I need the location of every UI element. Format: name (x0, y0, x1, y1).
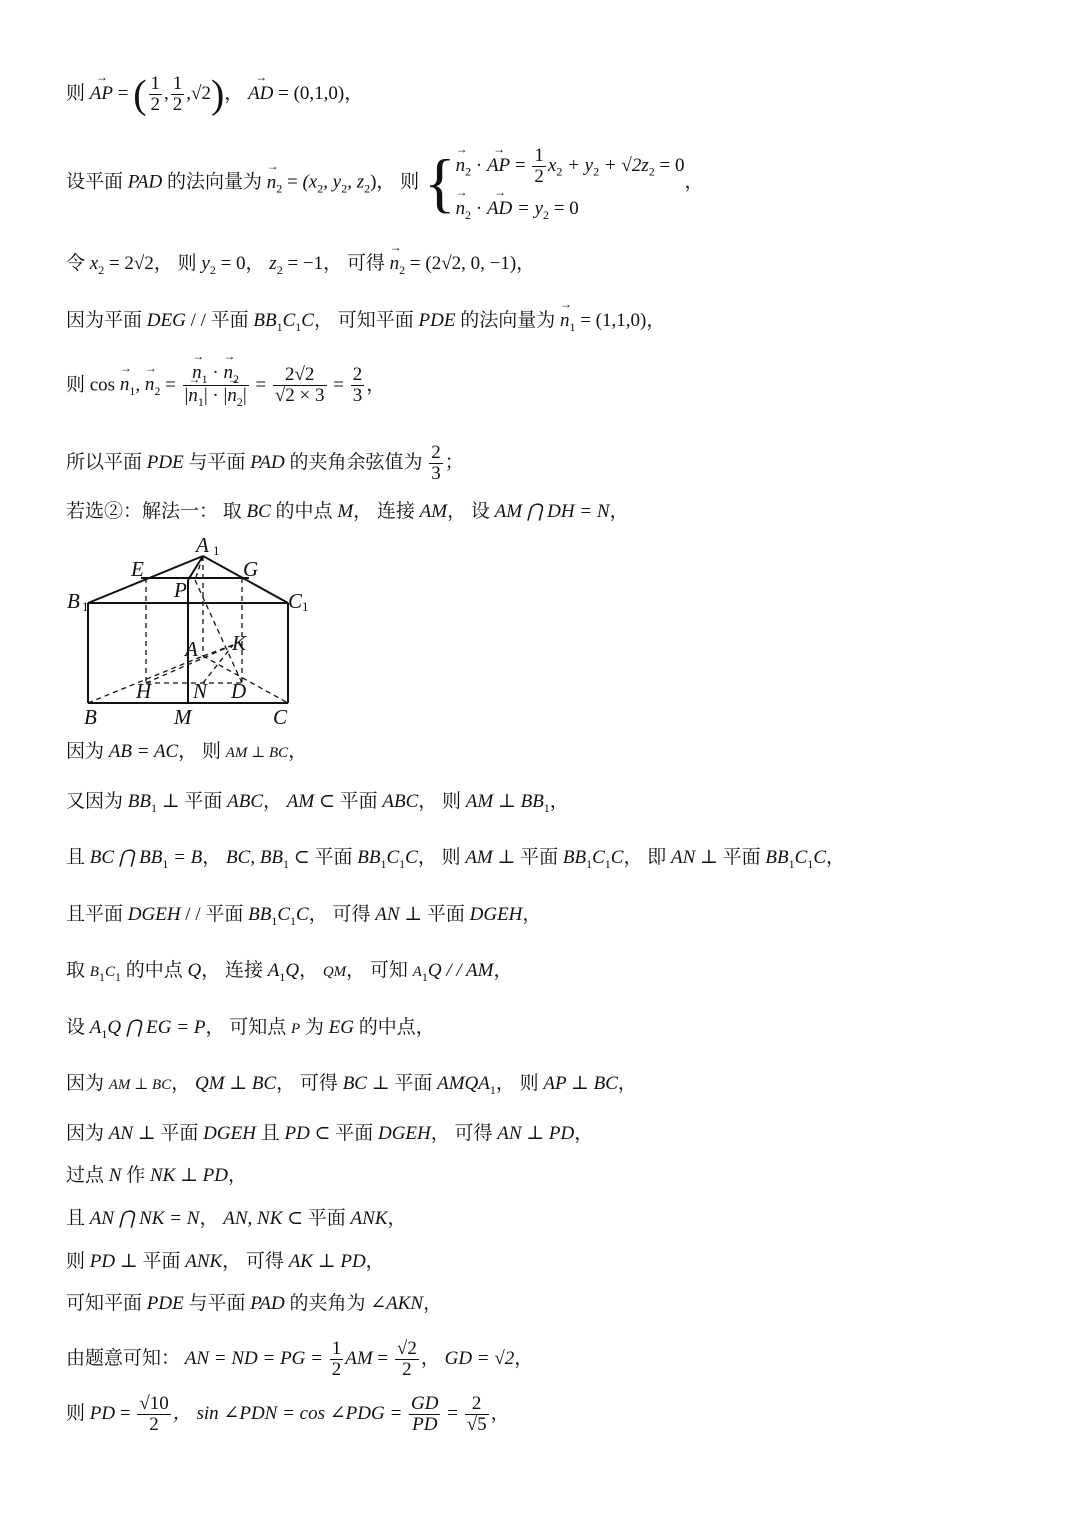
label-b1: B (67, 589, 80, 613)
label-a1: A (196, 533, 209, 557)
line-midpoint-q: 取 $B_1C_1$ 的中点 Q， 连接 $A_1Q$， QM， 可知 $A_1Q$ / / AM， (66, 960, 513, 984)
line-bb1-perp: 又因为 $BB_1$ ⊥ 平面 ABC， AM ⊂ 平面 ABC， 则 AM ⊥ $BB_1$， (66, 791, 569, 815)
line-pd-perp-ank: 则 PD ⊥ 平面 ANK， 可得 AK ⊥ PD， (66, 1251, 385, 1272)
line-cosine: 则 $\cos n \to_1$, $n \to_2$ = $\frac{n \to_1 \cdot n \to_2}{|n \to_1| \cdot |n \to_2|}$ = $\frac{2√2}{√2 \times 3}$ = $\frac{2}{3}$ ， (66, 363, 385, 409)
line-normal-vector-pde: 因为平面 DEG / / 平面 $BB_1C_1C$， 可知平面 PDE 的法向量为 $n \to_1 = (1,1,0)$， (66, 311, 665, 333)
label-m: M (174, 705, 192, 729)
line-an-perp-pd: 因为 AN ⊥ 平面 DGEH 且 PD ⊂ 平面 DGEH， 可得 AN ⊥ PD， (66, 1123, 594, 1144)
label-c: C (273, 705, 288, 729)
line-ap-perp-bc: 因为 AM ⊥ BC， QM ⊥ BC， 可得 BC ⊥ 平面 $AMQA_1$， 则 AP ⊥ BC， (66, 1073, 637, 1097)
svg-text:1: 1 (213, 543, 220, 558)
line-angle-akn: 可知平面 PDE 与平面 PAD 的夹角为 ∠AKN， (66, 1293, 443, 1314)
line-am-perp-plane: 且 BC ⋂ $BB_1 = B$， BC, $BB_1$ ⊂ 平面 $BB_1C_1C$， 则 AM ⊥ 平面 $BB_1C_1C$， 即 AN ⊥ 平面 $BB_1C_1C$， (66, 847, 846, 871)
label-h: H (136, 679, 152, 703)
label-b: B (84, 705, 97, 729)
line-an-nk-plane: 且 AN ⋂ NK = N， AN, NK ⊂ 平面 ANK， (66, 1208, 407, 1229)
svg-text:1: 1 (82, 599, 89, 614)
line-p-midpoint: 设 $A_1Q$ ⋂ EG = P， 可知点 P 为 EG 的中点， (66, 1017, 435, 1041)
equation-system: $n \to_2$ · AP → = $\frac{1}{2}$ $x_2 + y_2 + √2z_2 = 0$ $n \to_2$ · AD → = $y_2 = 0$ (456, 140, 685, 227)
line-angle-cosine-result: 所以平面 PDE 与平面 PAD 的夹角余弦值为 $\frac{2}{3}$ ； (66, 442, 464, 484)
fraction: $\frac{n \to_1 \cdot n \to_2}{|n \to_1| \cdot |n \to_2|}$ (183, 363, 249, 409)
line-let-x2: 令 $x_2 = 2√2$， 则 $y_2 = 0$， $z_2 = -1$， 可得 $n \to_2 = (2√2$, 0, −1)， (66, 254, 535, 276)
fraction: $\frac{1}{2}$ (331, 1338, 342, 1380)
line-ap-ad: 则 AP → = ( $\frac{1}{2}$ , $\frac{1}{2}$ ,√2)， AD → = (0,1,0)， (66, 74, 363, 115)
line-nk-perp-pd: 过点 N 作 NK ⊥ PD， (66, 1165, 248, 1186)
svg-text:1: 1 (302, 599, 309, 614)
fraction: $\frac{1}{2}$ (172, 73, 183, 115)
line-normal-vector-pad: 设平面 PAD 的法向量为 $n \to_2 = (x_2$, $y_2$, $z_2$)， 则 { $n \to_2$ · AP → = $\frac{1}{2}$ $x_2 + y_2 + √2z_2 = 0$ $n \to_2$ · AD → = $y_2 = 0$ ， (66, 140, 703, 227)
label-a: A (185, 637, 198, 661)
fraction: $\frac{2}{3}$ (431, 442, 441, 484)
label-n: N (193, 679, 208, 703)
vector-ad: AD → (248, 84, 273, 103)
label-k: K (232, 631, 247, 655)
fraction: $\frac{√2}{2}$ (396, 1338, 417, 1380)
vector-ap: AP → (90, 84, 113, 103)
line-an-perp-dgeh: 且平面 DGEH / / 平面 $BB_1C_1C$， 可得 AN ⊥ 平面 DGEH， (66, 904, 542, 928)
label-c1: C (288, 589, 303, 613)
fraction: $\frac{2}{3}$ (352, 364, 363, 407)
label-d: D (231, 679, 247, 703)
fraction: $\frac{2√2}{√2 \times 3}$ (274, 364, 325, 407)
fraction: $\frac{√10}{2}$ (139, 1393, 169, 1435)
label-g: G (243, 557, 259, 581)
label-e: E (131, 557, 144, 581)
line-lengths: 由题意可知： AN = ND = PG = $\frac{1}{2}$ AM = $\frac{√2}{2}$ ， GD = √2， (66, 1338, 534, 1380)
fraction: $\frac{2}{√5}$ (466, 1393, 487, 1435)
fraction: $\frac{1}{2}$ (150, 73, 161, 115)
line-ab-ac: 因为 AB = AC， 则 AM ⊥ BC， (66, 741, 308, 762)
fraction: $\frac{GD}{PD}$ (411, 1393, 439, 1435)
label-p: P (174, 578, 187, 602)
line-pd-sin: 则 PD = $\frac{√10}{2}$ ， sin ∠PDN = cos ∠PDG = $\frac{GD}{PD}$ = $\frac{2}{√5}$ ， (66, 1393, 510, 1435)
line-method-two: 若选②：解法一： 取 BC 的中点 M， 连接 AM， 设 AM ⋂ DH = N， (66, 501, 629, 522)
